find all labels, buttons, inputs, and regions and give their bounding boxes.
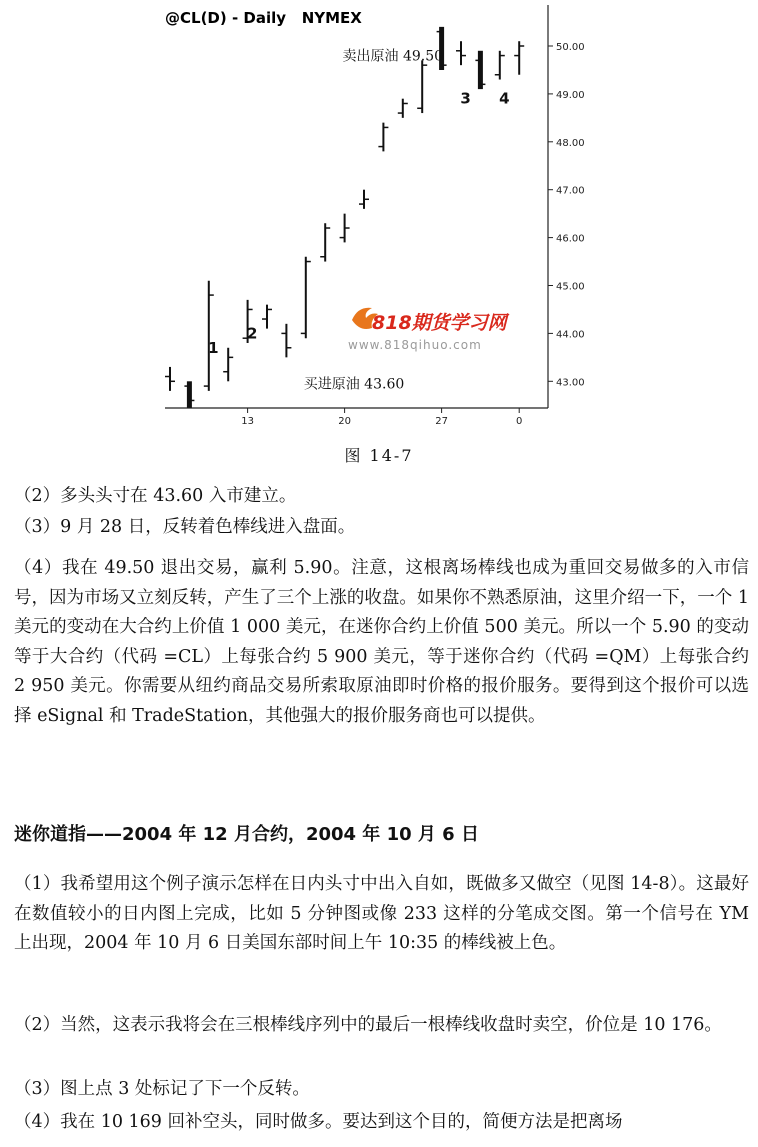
y-tick-label: 43.00 <box>556 377 585 389</box>
watermark-logo: 818期货学习网 <box>372 312 507 334</box>
y-tick-label: 47.00 <box>556 185 585 197</box>
price-annotation: 卖出原油 49.50 <box>342 48 444 65</box>
section-heading: 迷你道指——2004 年 12 月合约，2004 年 10 月 6 日 <box>14 824 479 845</box>
y-tick-label: 48.00 <box>556 137 585 149</box>
watermark <box>348 308 510 352</box>
x-tick-label: 0 <box>516 416 523 427</box>
figure-caption: 图 14-7 <box>344 446 414 465</box>
point-marker-label: 2 <box>246 324 258 343</box>
y-tick-label: 50.00 <box>556 42 585 53</box>
price-annotation: 买进原油 43.60 <box>303 376 405 393</box>
chart-title: @CL(D) - Daily NYMEX <box>165 9 362 27</box>
watermark-url: www.818qihuo.com <box>348 338 482 352</box>
y-tick-label: 49.00 <box>556 89 585 101</box>
crude-oil-daily-chart <box>0 0 758 440</box>
x-tick-label: 27 <box>435 416 448 427</box>
point-marker-label: 1 <box>208 338 219 357</box>
mini-dow-paragraph-3: （3）图上点 3 处标记了下一个反转。 <box>14 1079 310 1099</box>
x-tick-label: 13 <box>241 416 254 427</box>
paragraph-2: （2）多头头寸在 43.60 入市建立。 <box>14 486 297 506</box>
y-tick-label: 45.00 <box>556 281 585 293</box>
mini-dow-paragraph-2: （2）当然，这表示我将会在三根棒线序列中的最后一根棒线收盘时卖空，价位是 10 176。 <box>14 1015 722 1035</box>
x-tick-label: 20 <box>338 416 351 427</box>
mini-dow-paragraph-4: （4）我在 10 169 回补空头，同时做多。要达到这个目的，简便方法是把离场 <box>14 1112 623 1132</box>
mini-dow-paragraph-1: （1）我希望用这个例子演示怎样在日内头寸中出入自如，既做多又做空（见图 14-8）。这最好在数值较小的日内图上完成，比如 5 分钟图或像 233 这样的分笔成交图。第一个信号在 YM 上出现，2004 年 10 月 6 日美国东部时间上午 10:35 的棒线被上色。 <box>14 874 749 953</box>
y-tick-label: 46.00 <box>556 233 585 245</box>
y-tick-label: 44.00 <box>556 329 585 341</box>
y-axis-ticks <box>548 42 585 388</box>
x-axis-ticks <box>241 408 522 427</box>
point-marker-label: 4 <box>499 89 510 108</box>
point-marker-label: 3 <box>460 89 471 108</box>
paragraph-4: （4）我在 49.50 退出交易，赢利 5.90。注意，这根离场棒线也成为重回交易做多的入市信号，因为市场又立刻反转，产生了三个上涨的收盘。如果你不熟悉原油，这里介绍一下，一个 1 美元的变动在大合约上价值 1 000 美元，在迷你合约上价值 500 美元。所以一个 5.90 的变动等于大合约（代码 =CL）上每张合约 5 900 美元，等于迷你合约（代码 =QM）上每张合约 2 950 美元。你需要从纽约商品交易所索取原油即时价格的报价服务。要得到这个报价可以选择 eSignal 和 TradeStation，其他强大的报价服务商也可以提供。 <box>14 558 749 726</box>
paragraph-3: （3）9 月 28 日，反转着色棒线进入盘面。 <box>14 517 356 537</box>
